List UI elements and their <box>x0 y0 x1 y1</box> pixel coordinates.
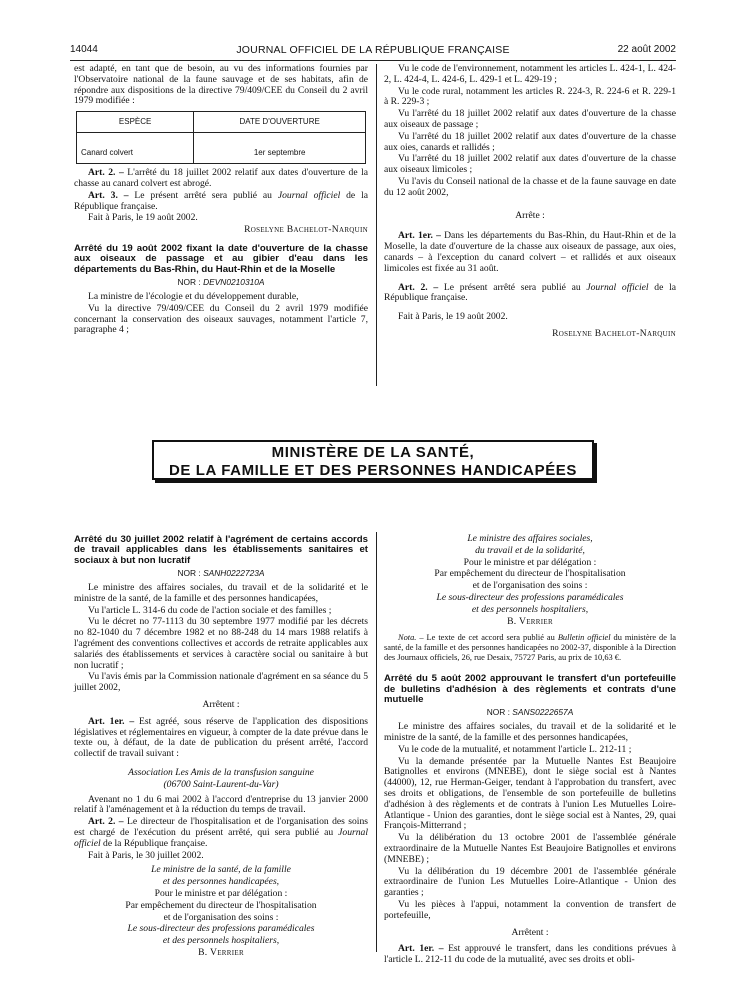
paragraph: Vu la directive 79/409/CEE du Conseil du 2 avril 1979 modifiée concernant la conservation des oiseaux sauvages, notamment l'article 7, paragraphe 4 ; <box>74 302 368 336</box>
arrete-heading: Arrêtent : <box>202 698 240 710</box>
signatory-line: Le sous-directeur des professions paramédicales <box>436 591 624 603</box>
column-bottom-right <box>384 532 676 967</box>
column-top-right <box>384 64 676 341</box>
signature: Roselyne Bachelot-Narquin <box>552 327 676 339</box>
paragraph: Vu le décret no 77-1113 du 30 septembre 1977 modifié par les décrets no 82-1040 du 7 décembre 1982 et no 88-248 du 14 mars 1988 relatifs à l'agrément des conventions collectives et accords de retraite applicables aux salariés des établissements et services à caractère social ou sanitaire à but non lucratif ; <box>74 616 368 671</box>
avenant: Avenant no 1 du 6 mai 2002 à l'accord d'entreprise du 13 janvier 2000 relatif à l'aménagement et à la réduction du temps de travail. <box>74 793 368 816</box>
nor-reference: NOR : SANS0222657A <box>486 707 574 718</box>
nor-reference: NOR : DEVN0210310A <box>177 277 265 288</box>
article-2: Art. 2. – Le directeur de l'hospitalisation et de l'organisation des soins est chargé de l'exécution du présent arrêté, qui sera publié au Journal officiel de la République française. <box>74 816 368 849</box>
intro-paragraph: est adapté, en tant que de besoin, au vu des informations fournies par l'Observatoire national de la faune sauvage et de ses habitats, afin de répondre aux dispositions de la directive 79/409/CEE du Conseil du 2 avril 1979 modifiée : <box>74 63 368 107</box>
paragraph: Vu l'article L. 314-6 du code de l'action sociale et des familles ; <box>88 604 332 616</box>
table-header-date: DATE D'OUVERTURE <box>194 112 366 133</box>
signature: Roselyne Bachelot-Narquin <box>244 224 368 236</box>
signatory-line: et des personnes handicapées, <box>162 876 280 888</box>
table-cell-date: 1er septembre <box>194 133 366 164</box>
signatory-line: et de l'organisation des soins : <box>163 911 279 923</box>
paragraph: Vu l'avis du Conseil national de la chasse et de la faune sauvage en date du 12 août 2002, <box>384 175 676 198</box>
paragraph: Vu l'arrêté du 18 juillet 2002 relatif aux dates d'ouverture de la chasse aux oiseaux de passage ; <box>384 108 676 130</box>
paragraph: Vu la délibération du 13 octobre 2001 de l'assemblée générale extraordinaire de la Mutuelle Nantes Est Beaujoire Batignolles et environs (MNEBE) ; <box>384 832 676 865</box>
signatory-line: et de l'organisation des soins : <box>472 580 588 592</box>
column-bottom-left <box>74 532 368 960</box>
arrete-title: Arrêté du 19 août 2002 fixant la date d'ouverture de la chasse aux oiseaux de passage et au gibier d'eau dans les départements du Bas-Rhin, du Haut-Rhin et de la Moselle <box>74 242 368 275</box>
issue-date: 22 août 2002 <box>617 44 676 55</box>
paragraph: Le ministre des affaires sociales, du travail et de la solidarité et le ministre de la santé, de la famille et des personnes handicapées, <box>384 721 676 743</box>
paragraph: Le ministre des affaires sociales, du travail et de la solidarité et le ministre de la santé, de la famille et des personnes handicapées, <box>74 582 368 604</box>
table-header-species: ESPÈCE <box>77 112 194 133</box>
ministry-heading-box <box>152 440 594 480</box>
signatory-line: Le ministre des affaires sociales, <box>467 533 593 544</box>
ministry-line-1: MINISTÈRE DE LA SANTÉ, <box>271 444 475 461</box>
association-name: Association Les Amis de la transfusion sanguine <box>128 766 314 778</box>
article-3: Art. 3. – Le présent arrêté sera publié au Journal officiel de la République française. <box>74 189 368 212</box>
column-divider-top <box>376 64 377 386</box>
signatory-line: du travail et de la solidarité, <box>475 544 585 556</box>
arrete-title: Arrêté du 30 juillet 2002 relatif à l'agrément de certains accords de travail applicables dans les établissements sanitaires et sociaux à but non lucratif <box>74 534 368 566</box>
signatory-line: Le sous-directeur des professions paramédicales <box>127 923 315 935</box>
header-rule <box>70 60 676 61</box>
article-1: Art. 1er. – Dans les départements du Bas-Rhin, du Haut-Rhin et de la Moselle, la date d'ouverture de la chasse aux oiseaux de passage, aux oies, canards – à l'exception du canard colvert – et rallidés et aux oiseaux limicoles est fixée au 31 août. <box>384 230 676 274</box>
fait-a-paris: Fait à Paris, le 19 août 2002. <box>88 212 198 224</box>
signatory-line: Le ministre de la santé, de la famille <box>151 864 291 876</box>
paragraph: La ministre de l'écologie et du développement durable, <box>88 290 299 302</box>
signatory-line: Par empêchement du directeur de l'hospitalisation <box>125 899 317 911</box>
nor-reference: NOR : SANH0222723A <box>177 568 265 579</box>
species-table <box>76 111 366 164</box>
association-location: (06700 Saint-Laurent-du-Var) <box>163 778 279 790</box>
article-2: Art. 2. – L'arrêté du 18 juillet 2002 relatif aux dates d'ouverture de la chasse au canard colvert est abrogé. <box>74 167 368 189</box>
signatory-line: Pour le ministre et par délégation : <box>154 887 288 899</box>
page-number: 14044 <box>70 44 98 55</box>
page-header <box>70 44 676 58</box>
article-1: Art. 1er. – Est approuvé le transfert, dans les conditions prévues à l'article L. 212-11 du code de la mutualité, avec ses droits et obli- <box>384 943 676 966</box>
article-2: Art. 2. – Le présent arrêté sera publié au Journal officiel de la République française. <box>384 281 676 304</box>
paragraph: Vu l'arrêté du 18 juillet 2002 relatif aux dates d'ouverture de la chasse aux oies, canards et rallidés ; <box>384 130 676 153</box>
fait-a-paris: Fait à Paris, le 19 août 2002. <box>398 311 508 323</box>
signatory-line: Pour le ministre et par délégation : <box>463 556 597 568</box>
arrete-heading: Arrêtent : <box>511 926 549 938</box>
signature: B. Verrier <box>507 615 553 627</box>
signatory-line: et des personnels hospitaliers, <box>162 935 280 947</box>
paragraph: Vu le code de l'environnement, notamment les articles L. 424-1, L. 424-2, L. 424-4, L. 424-6, L. 429-1 et L. 429-19 ; <box>384 63 676 85</box>
table-cell-species: Canard colvert <box>77 133 194 164</box>
arrete-title: Arrêté du 5 août 2002 approuvant le transfert d'un portefeuille de bulletins d'adhésion à des règlements et contrats d'une mutuelle <box>384 673 676 705</box>
paragraph: Vu le code de la mutualité, et notamment l'article L. 212-11 ; <box>398 743 632 755</box>
signature: B. Verrier <box>198 946 244 958</box>
column-top-left <box>74 64 368 337</box>
paragraph: Vu les pièces à l'appui, notamment la convention de transfert de portefeuille, <box>384 898 676 921</box>
nota: Nota. – Le texte de cet accord sera publié au Bulletin officiel du ministère de la santé, de la famille et des personnes handicapées no 2002-37, disponible à la Direction des Journaux officiels, 26, rue Desaix, 75727 Paris, au prix de 10,63 €. <box>384 633 676 662</box>
paragraph: Vu l'avis émis par la Commission nationale d'agrément en sa séance du 5 juillet 2002, <box>74 671 368 694</box>
paragraph: Vu la délibération du 19 décembre 2001 de l'assemblée générale extraordinaire de l'union Les Mutuelles Loire-Atlantique - Union des garanties ; <box>384 865 676 899</box>
signatory-line: Par empêchement du directeur de l'hospitalisation <box>434 568 626 580</box>
paragraph: Vu le code rural, notamment les articles R. 224-3, R. 224-6 et R. 229-1 à R. 229-3 ; <box>384 85 676 108</box>
column-divider-bottom <box>376 532 377 952</box>
signatory-line: et des personnels hospitaliers, <box>471 603 589 615</box>
ministry-line-2: DE LA FAMILLE ET DES PERSONNES HANDICAPÉES <box>168 462 578 479</box>
paragraph: Vu la demande présentée par la Mutuelle Nantes Est Beaujoire Batignolles et environs (MNEBE), dont le siège social est à Nantes (44000), 12, rue Herman-Geiger, tendant à l'approbation du transfert, avec ses droits et obligations, de l'ensemble de son portefeuille de bulletins d'adhésion à des règlements et de contrats à l'union Les Mutuelles Loire-Atlantique - Union des garanties, dont le siège social est à Nantes, 29, quai François-Mitterrand ; <box>384 755 676 832</box>
fait-a-paris: Fait à Paris, le 30 juillet 2002. <box>88 849 204 861</box>
journal-title: JOURNAL OFFICIEL DE LA RÉPUBLIQUE FRANÇAISE <box>236 44 510 56</box>
article-1: Art. 1er. – Est agréé, sous réserve de l'application des dispositions législatives et réglementaires en vigueur, à compter de la date prévue dans le texte ou, à défaut, de la date de publication du présent arrêté, l'accord collectif de travail suivant : <box>74 715 368 760</box>
paragraph: Vu l'arrêté du 18 juillet 2002 relatif aux dates d'ouverture de la chasse aux oiseaux limicoles ; <box>384 153 676 176</box>
arrete-heading: Arrête : <box>515 209 545 221</box>
